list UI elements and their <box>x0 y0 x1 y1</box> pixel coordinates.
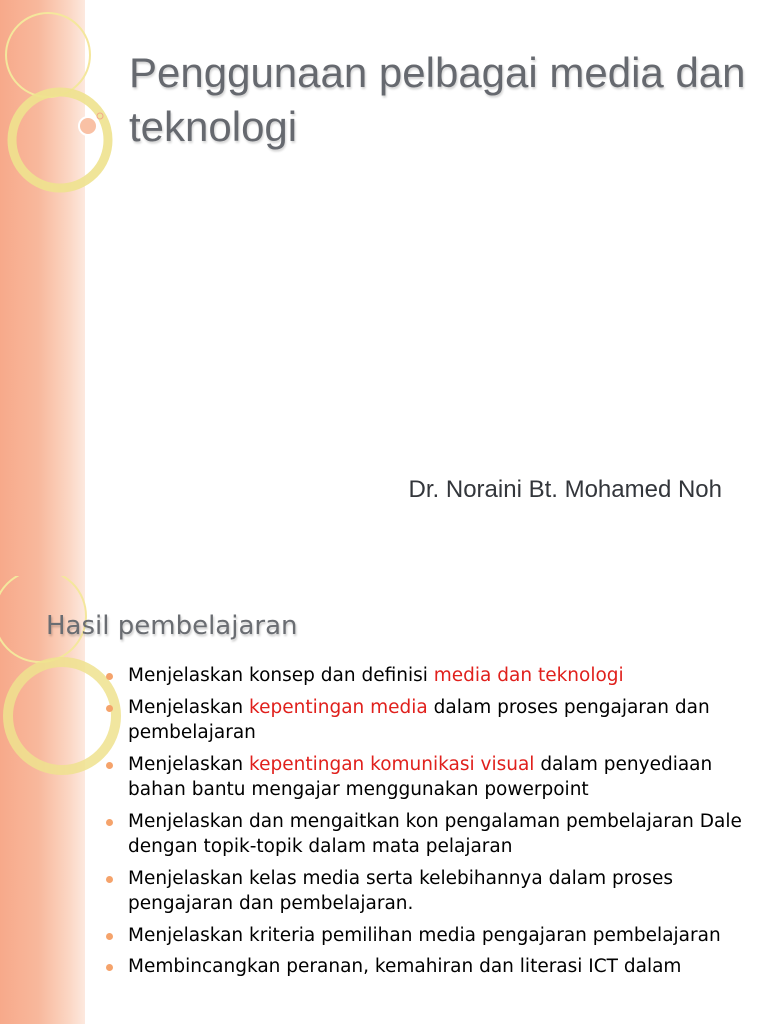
bullet-text: Menjelaskan konsep dan definisi <box>128 665 434 686</box>
list-item <box>104 809 744 860</box>
bullet-text: dalam penyediaan bahan bantu mengajar menggunakan powerpoint <box>128 753 713 800</box>
section-heading: Hasil pembelajaran <box>46 611 298 641</box>
bullet-text: dalam proses pengajaran dan pembelajaran <box>128 696 710 743</box>
bullet-text: Menjelaskan <box>128 753 250 775</box>
bullet-text: Menjelaskan kriteria pemilihan media pengajaran pembelajaran <box>128 924 721 946</box>
highlighted-text: kepentingan komunikasi visual <box>249 753 535 775</box>
learning-outcomes-slide <box>0 576 768 1024</box>
highlighted-text: kepentingan media <box>249 696 428 718</box>
list-item <box>104 954 744 980</box>
list-item <box>104 663 744 689</box>
bullet-text: Membincangkan peranan, kemahiran dan literasi ICT dalam <box>128 956 682 977</box>
list-item <box>104 923 744 949</box>
list-item <box>104 866 744 917</box>
bullet-text: Menjelaskan <box>128 696 250 718</box>
learning-outcomes-list <box>104 663 744 986</box>
highlighted-text: media dan teknologi <box>433 665 624 686</box>
list-item <box>104 752 744 803</box>
list-item <box>104 695 744 746</box>
slide-title: Penggunaan pelbagai media dan teknologi <box>129 49 746 150</box>
bullet-text: Menjelaskan dan mengaitkan kon pengalaman pembelajaran Dale dengan topik-topik dalam mata pelajaran <box>128 810 742 857</box>
bullet-text: Menjelaskan kelas media serta kelebihannya dalam proses pengajaran dan pembelajaran. <box>128 867 673 914</box>
author-name: Dr. Noraini Bt. Mohamed Noh <box>408 476 722 503</box>
